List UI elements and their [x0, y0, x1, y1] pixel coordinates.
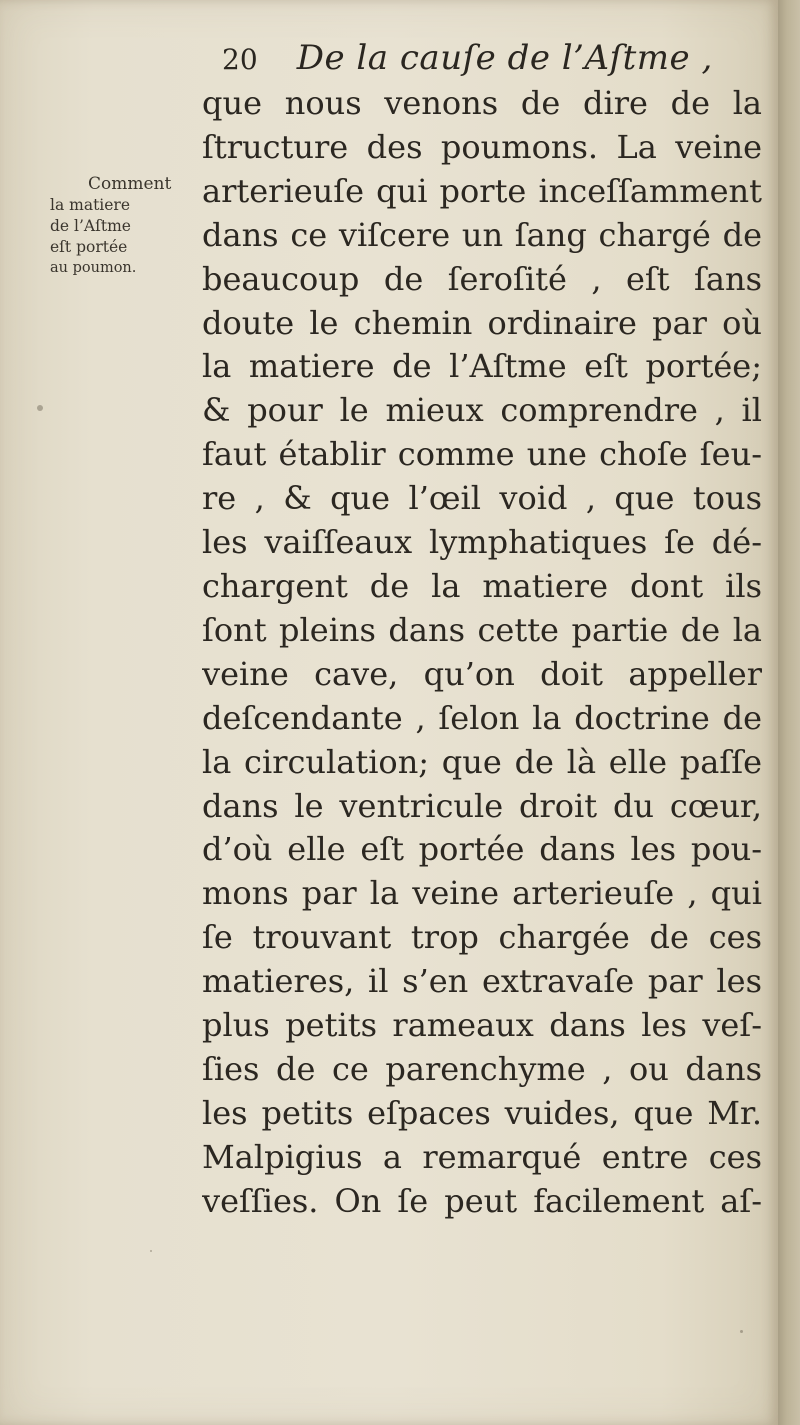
marginal-note — [50, 174, 171, 279]
text-line: d’où elle eſt portée dans les pou- — [202, 830, 762, 869]
text-line: beaucoup de ſeroſité , eſt ſans — [202, 259, 762, 298]
text-line: mons par la veine arterieuſe , qui — [202, 874, 762, 913]
paper-speck — [150, 1250, 152, 1252]
text-line: & pour le mieux comprendre , il — [202, 391, 762, 430]
running-head — [222, 38, 713, 78]
text-line: Malpigius a remarqué entre ces — [202, 1137, 762, 1176]
text-line: ſies de ce parenchyme , ou dans — [202, 1049, 762, 1088]
marginal-note-line: au poumon. — [50, 260, 137, 276]
paper-speck — [37, 405, 43, 411]
text-line: faut établir comme une choſe ſeu- — [202, 435, 762, 474]
text-line: ſtructure des poumons. La veine — [202, 127, 762, 166]
text-line: dans le ventricule droit du cœur, — [202, 786, 762, 825]
text-line: plus petits rameaux dans les veſ- — [202, 1006, 762, 1045]
paper-speck — [740, 1330, 743, 1333]
page-edge — [778, 0, 800, 1425]
text-line: doute le chemin ordinaire par où — [202, 303, 762, 342]
text-line: ſont pleins dans cette partie de la — [202, 610, 762, 649]
text-line: deſcendante , ſelon la doctrine de — [202, 698, 762, 737]
text-line: la matiere de l’Aſtme eſt portée; — [202, 347, 762, 386]
marginal-note-line: eſt portée — [50, 238, 128, 256]
body-text — [202, 82, 762, 1224]
text-line: arterieuſe qui porte inceſſamment — [202, 171, 762, 210]
marginal-note-line: Comment — [88, 174, 172, 194]
text-line: que nous venons de dire de la — [202, 84, 762, 122]
page-number: 20 — [222, 43, 258, 76]
running-title: De la cauſe de l’Aſtme , — [296, 38, 713, 78]
text-line: veſſies. On ſe peut facilement aſ- — [202, 1181, 762, 1220]
text-line: matieres, il s’en extravaſe par les — [202, 962, 762, 1001]
text-line: ſe trouvant trop chargée de ces — [202, 918, 762, 957]
text-line: les petits eſpaces vuides, que Mr. — [202, 1093, 762, 1132]
text-line: re , & que l’œil void , que tous — [202, 479, 762, 518]
text-line: les vaiſſeaux lymphatiques ſe dé- — [202, 523, 762, 562]
text-line: chargent de la matiere dont ils — [202, 566, 762, 605]
text-line: dans ce viſcere un ſang chargé de — [202, 215, 762, 254]
text-line: veine cave, qu’on doit appeller — [202, 654, 762, 693]
marginal-note-line: la matiere — [50, 196, 131, 214]
marginal-note-line: de l’Aſtme — [50, 217, 131, 235]
text-line: la circulation; que de là elle paſſe — [202, 742, 762, 781]
